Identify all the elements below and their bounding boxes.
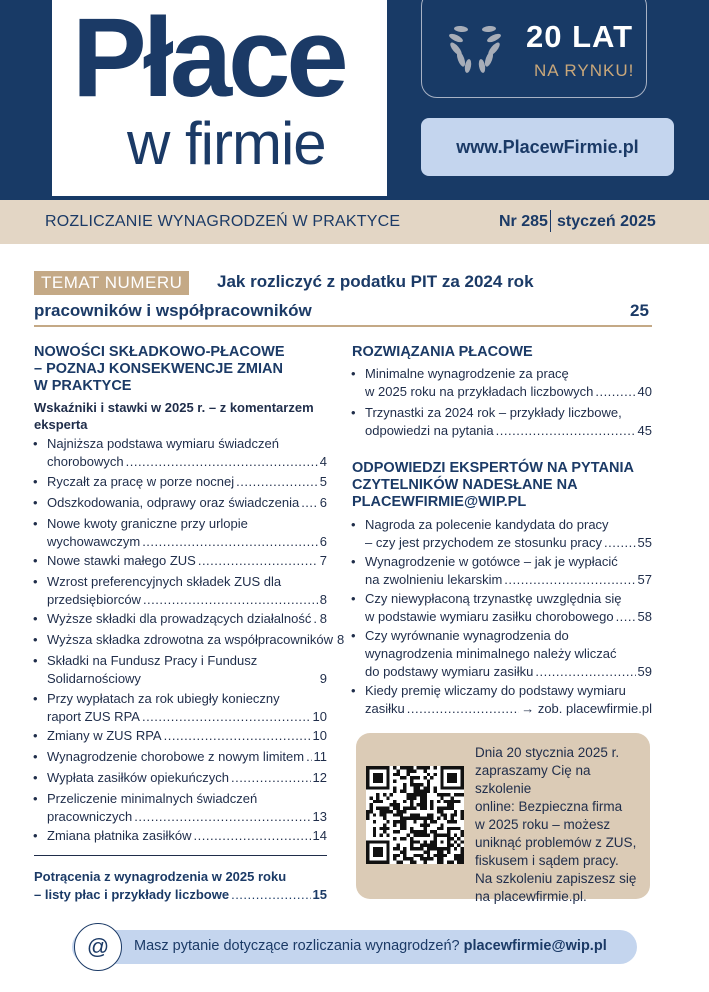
toc-item[interactable]: • Nowe kwoty graniczne przy urlopie wychowawczym ..... 6 — [47, 515, 327, 551]
laurel-icon — [444, 19, 506, 81]
toc-item[interactable]: • Nowe stawki małego ZUS ..... 7 — [47, 552, 327, 570]
logo-title: Płace — [72, 0, 345, 120]
anniversary-caption: NA RYNKU! — [534, 61, 635, 80]
toc-item[interactable]: • Wynagrodzenie chorobowe z nowym limitem ..... 11 — [47, 748, 327, 766]
contact-question: Masz pytanie dotyczące rozliczania wynagrodzeń? — [134, 938, 460, 954]
toc-item[interactable]: • Zmiana płatnika zasiłków ..... 14 — [47, 827, 327, 845]
left-divider — [34, 855, 327, 856]
training-promo-text: Dnia 20 stycznia 2025 r. zapraszamy Cię na szkolenie online: Bezpieczna firma w 2025 roku – możesz uniknąć problemów z ZUS, fiskusem i sądem pracy. Na szkoleniu zapiszesz się na placewfirmie.pl. — [475, 745, 637, 904]
issue-separator — [550, 210, 551, 232]
toc-item[interactable]: • Wynagrodzenie w gotówce – jak je wypłacić na zwolnieniu lekarskim ..... 57 — [365, 553, 652, 589]
magazine-subtitle: ROZLICZANIE WYNAGRODZEŃ W PRAKTYCE — [45, 213, 401, 230]
toc-item[interactable]: • Odszkodowania, odprawy oraz świadczenia ..... 6 — [47, 494, 327, 512]
topic-label: TEMAT NUMERU — [34, 271, 189, 295]
external-link[interactable]: → zob. placewfirmie.pl — [521, 701, 652, 716]
contact-text — [134, 938, 607, 954]
toc-item[interactable]: • Składki na Fundusz Pracy i Fundusz Solidarnościowy 9 — [33, 653, 327, 686]
toc-item[interactable]: • Wypłata zasiłków opiekuńczych ..... 12 — [47, 769, 327, 787]
topic-title-line2[interactable]: pracowników i współpracowników — [34, 301, 312, 320]
subheading-rates: Wskaźniki i stawki w 2025 r. – z komentarzem eksperta — [34, 400, 314, 432]
contact-email-link[interactable]: placewfirmie@wip.pl — [463, 938, 607, 954]
issue-number: Nr 285 — [499, 213, 548, 230]
toc-item[interactable]: • Przy wypłatach za rok ubiegły konieczny raport ZUS RPA ..... 10 — [47, 690, 327, 726]
toc-item[interactable]: • Wyższa składka zdrowotna za współpracowników 8 — [33, 632, 345, 647]
toc-item[interactable]: • Ryczałt za pracę w porze nocnej ..... 5 — [47, 473, 327, 491]
qr-code-icon[interactable] — [366, 766, 464, 864]
topic-divider — [34, 325, 652, 327]
section-heading-solutions: ROZWIĄZANIA PŁACOWE — [352, 344, 533, 360]
topic-page: 25 — [630, 301, 649, 320]
toc-item[interactable]: • Nagroda za polecenie kandydata do pracy – czy jest przychodem ze stosunku pracy ..... 55 — [365, 516, 652, 552]
toc-item[interactable]: • Wzrost preferencyjnych składek ZUS dla przedsiębiorców ..... 8 — [47, 573, 327, 609]
toc-item[interactable]: • Czy wyrównanie wynagrodzenia do wynagrodzenia minimalnego należy wliczać do podstawy wymiaru zasiłku ..... 59 — [365, 627, 652, 681]
at-icon: @ — [74, 923, 122, 971]
logo-subtitle: w firmie — [127, 110, 326, 177]
toc-item[interactable]: • Wyższe składki dla prowadzących działalność ..... 8 — [47, 610, 327, 628]
topic-title-line1[interactable]: Jak rozliczyć z podatku PIT za 2024 rok — [217, 272, 534, 291]
toc-item[interactable]: • Przeliczenie minimalnych świadczeń pracowniczych ..... 13 — [47, 790, 327, 826]
website-button[interactable]: www.PlacewFirmie.pl — [421, 118, 674, 176]
anniversary-badge — [421, 0, 647, 98]
section-heading-news: NOWOŚCI SKŁADKOWO-PŁACOWE – POZNAJ KONSEKWENCJE ZMIAN W PRAKTYCE — [34, 344, 285, 394]
toc-item[interactable]: • Czy niewypłaconą trzynastkę uwzględnia się w podstawie wymiaru zasiłku chorobowego ..... 58 — [365, 590, 652, 626]
toc-item[interactable]: • Trzynastki za 2024 rok – przykłady liczbowe, odpowiedzi na pytania ..... 45 — [365, 404, 652, 440]
issue-date: styczeń 2025 — [557, 213, 656, 230]
toc-item[interactable]: • Minimalne wynagrodzenie za pracę w 2025 roku na przykładach liczbowych ..... 40 — [365, 365, 652, 401]
anniversary-years: 20 LAT — [526, 19, 634, 54]
toc-item-deductions[interactable]: Potrącenia z wynagrodzenia w 2025 roku – listy płac i przykłady liczbowe ..... 15 — [34, 868, 327, 904]
toc-item[interactable]: • Zmiany w ZUS RPA ..... 10 — [47, 727, 327, 745]
toc-item[interactable]: • Kiedy premię wliczamy do podstawy wymiaru zasiłku ..... → zob. placewfirmie.pl — [365, 682, 652, 718]
toc-item[interactable]: • Najniższa podstawa wymiaru świadczeń chorobowych ..... 4 — [47, 435, 327, 471]
section-heading-experts: ODPOWIEDZI EKSPERTÓW NA PYTANIA CZYTELNIKÓW NADESŁANE NA PLACEWFIRMIE@WIP.PL — [352, 460, 634, 510]
